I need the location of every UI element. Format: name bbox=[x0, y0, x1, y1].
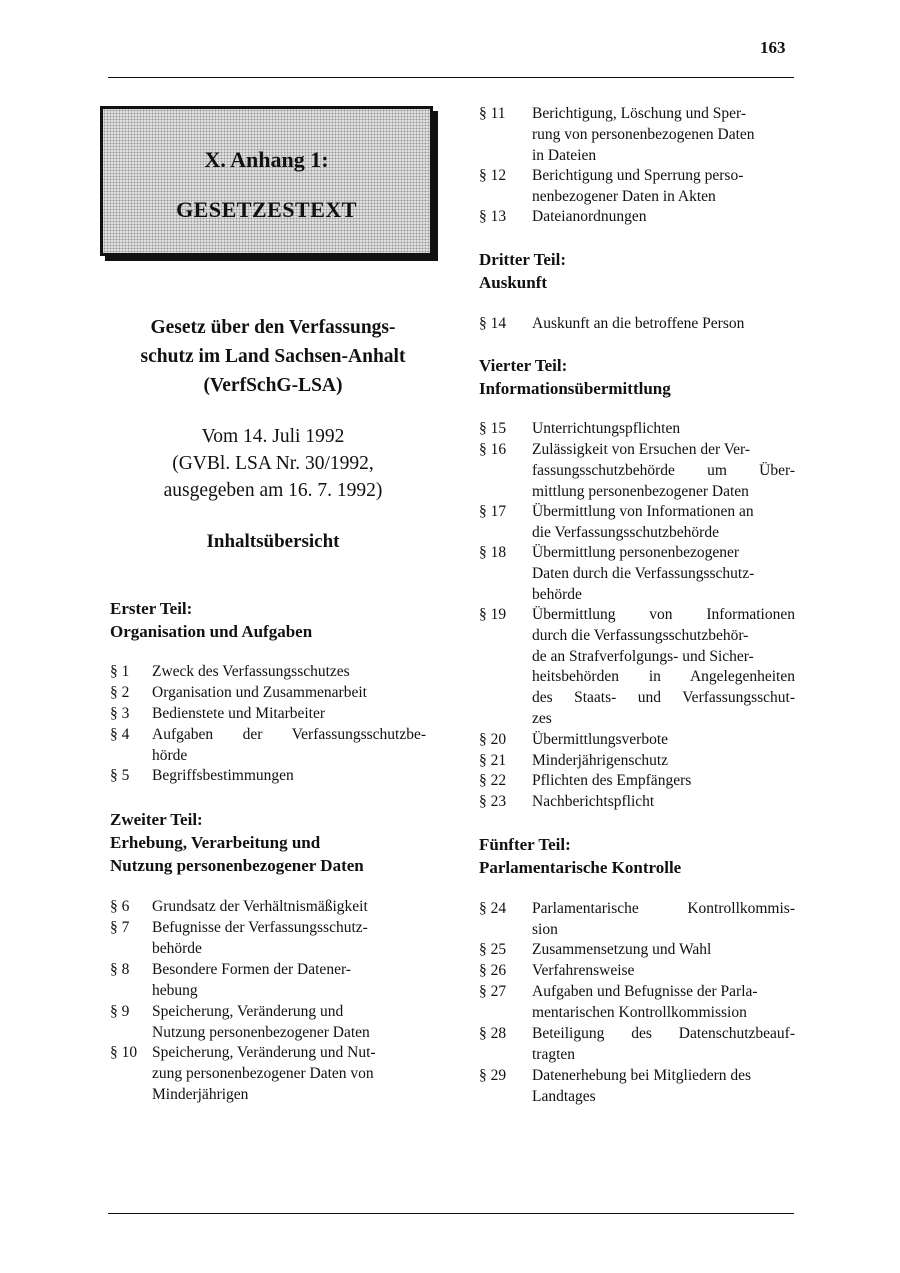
section-title: Aufgaben und Befugnisse der Parla- bbox=[532, 983, 758, 1000]
section-number: § 16 bbox=[479, 441, 507, 458]
section-title: Pflichten des Empfängers bbox=[532, 772, 692, 789]
section-number: § 1 bbox=[110, 663, 130, 680]
section-title: Beteiligung des Datenschutzbeauf- bbox=[532, 1025, 795, 1042]
section-title-continued: behörde bbox=[152, 939, 202, 957]
section-title-continued: sion bbox=[532, 920, 558, 938]
law-date bbox=[108, 423, 438, 504]
section-title-continued: rung von personenbezogenen Daten bbox=[532, 125, 755, 143]
section-title: Übermittlung personenbezogener bbox=[532, 544, 740, 561]
section-title: Übermittlung von Informationen an bbox=[532, 503, 754, 520]
section-title-continued: zes bbox=[532, 709, 552, 727]
section-number: § 29 bbox=[479, 1067, 507, 1084]
part-heading-2 bbox=[110, 808, 364, 877]
section-title: Übermittlungsverbote bbox=[532, 731, 669, 748]
section-title-continued: de an Strafverfolgungs- und Sicher- bbox=[532, 647, 754, 665]
section-title: Grundsatz der Verhältnismäßigkeit bbox=[152, 898, 368, 915]
top-rule bbox=[108, 77, 794, 78]
section-number: § 7 bbox=[110, 919, 130, 936]
section-title: Berichtigung und Sperrung perso- bbox=[532, 167, 744, 184]
law-title-line: Gesetz über den Verfassungs- bbox=[150, 317, 396, 338]
section-title-continued: die Verfassungsschutzbehörde bbox=[532, 523, 719, 541]
part-title: Parlamentarische Kontrolle bbox=[479, 858, 682, 877]
part-label: Fünfter Teil: bbox=[479, 835, 571, 854]
part-title: Auskunft bbox=[479, 273, 548, 292]
section-title: Besondere Formen der Datener- bbox=[152, 961, 351, 978]
law-title-line: (VerfSchG-LSA) bbox=[203, 375, 343, 396]
section-number: § 4 bbox=[110, 726, 130, 743]
section-number: § 24 bbox=[479, 900, 507, 917]
section-title: Organisation und Zusammenarbeit bbox=[152, 684, 367, 701]
section-title: Unterrichtungspflichten bbox=[532, 420, 681, 437]
section-title: Verfahrensweise bbox=[532, 962, 635, 979]
part-heading-3 bbox=[479, 248, 566, 294]
section-title-continued: des Staats- und Verfassungsschut- bbox=[532, 689, 795, 707]
part-title: Informationsübermittlung bbox=[479, 379, 671, 398]
chapter-subtitle: GESETZESTEXT bbox=[176, 197, 357, 222]
section-number: § 25 bbox=[479, 941, 507, 958]
section-title-continued: fassungsschutzbehörde um Über- bbox=[532, 461, 795, 479]
section-number: § 5 bbox=[110, 767, 130, 784]
part-label: Vierter Teil: bbox=[479, 356, 568, 375]
section-title: Zulässigkeit von Ersuchen der Ver- bbox=[532, 441, 751, 458]
section-number: § 13 bbox=[479, 208, 507, 225]
section-title-continued: mittlung personenbezogener Daten bbox=[532, 482, 749, 500]
section-title: Berichtigung, Löschung und Sper- bbox=[532, 105, 747, 122]
section-number: § 21 bbox=[479, 752, 507, 769]
section-title-continued: Daten durch die Verfassungsschutz- bbox=[532, 564, 755, 582]
section-number: § 15 bbox=[479, 420, 507, 437]
section-number: § 9 bbox=[110, 1003, 130, 1020]
section-number: § 18 bbox=[479, 544, 507, 561]
section-number: § 11 bbox=[479, 105, 506, 122]
section-title-continued: nenbezogener Daten in Akten bbox=[532, 187, 716, 205]
section-title: Übermittlung von Informationen bbox=[532, 606, 795, 623]
section-number: § 3 bbox=[110, 705, 130, 722]
section-title-continued: tragten bbox=[532, 1045, 576, 1063]
part-heading-4 bbox=[479, 354, 671, 400]
section-title-continued: mentarischen Kontrollkommission bbox=[532, 1003, 747, 1021]
section-number: § 2 bbox=[110, 684, 130, 701]
section-title: Zusammensetzung und Wahl bbox=[532, 941, 712, 958]
section-number: § 20 bbox=[479, 731, 507, 748]
part-title: Nutzung personenbezogener Daten bbox=[110, 856, 364, 875]
section-title-continued: zung personenbezogener Daten von bbox=[152, 1064, 374, 1082]
section-title: Zweck des Verfassungsschutzes bbox=[152, 663, 350, 680]
section-number: § 14 bbox=[479, 315, 507, 332]
section-title-continued: durch die Verfassungsschutzbehör- bbox=[532, 626, 749, 644]
section-title: Speicherung, Veränderung und bbox=[152, 1003, 344, 1020]
section-title: Minderjährigenschutz bbox=[532, 752, 669, 769]
section-title-continued: heitsbehörden in Angelegenheiten bbox=[532, 668, 795, 686]
section-number: § 26 bbox=[479, 962, 507, 979]
section-number: § 23 bbox=[479, 793, 507, 810]
section-number: § 28 bbox=[479, 1025, 507, 1042]
part-label: Erster Teil: bbox=[110, 599, 193, 618]
section-title-continued: in Dateien bbox=[532, 146, 597, 164]
page-number: 163 bbox=[760, 38, 786, 57]
section-title-continued: behörde bbox=[532, 585, 582, 603]
section-number: § 8 bbox=[110, 961, 130, 978]
section-number: § 17 bbox=[479, 503, 507, 520]
section-title-continued: Landtages bbox=[532, 1087, 596, 1105]
chapter-title-box bbox=[100, 106, 433, 256]
law-title bbox=[108, 313, 438, 400]
law-title-line: schutz im Land Sachsen-Anhalt bbox=[140, 346, 406, 367]
section-title: Parlamentarische Kontrollkommis- bbox=[532, 900, 795, 917]
part-title: Erhebung, Verarbeitung und bbox=[110, 833, 321, 852]
section-title-continued: Nutzung personenbezogener Daten bbox=[152, 1023, 370, 1041]
section-number: § 10 bbox=[110, 1044, 138, 1061]
chapter-title: X. Anhang 1: bbox=[204, 147, 329, 172]
section-title: Bedienstete und Mitarbeiter bbox=[152, 705, 326, 722]
bottom-rule bbox=[108, 1213, 794, 1214]
section-title-continued: hebung bbox=[152, 981, 198, 999]
part-label: Dritter Teil: bbox=[479, 250, 567, 269]
part-heading-1 bbox=[110, 597, 312, 643]
law-date-line: ausgegeben am 16. 7. 1992) bbox=[163, 480, 383, 501]
section-title: Aufgaben der Verfassungsschutzbe- bbox=[152, 726, 426, 743]
section-title: Speicherung, Veränderung und Nut- bbox=[152, 1044, 376, 1061]
law-date-line: (GVBl. LSA Nr. 30/1992, bbox=[172, 453, 374, 474]
section-number: § 22 bbox=[479, 772, 507, 789]
section-title-continued: hörde bbox=[152, 746, 188, 764]
section-number: § 12 bbox=[479, 167, 507, 184]
section-title: Begriffsbestimmungen bbox=[152, 767, 294, 784]
toc-heading: Inhaltsübersicht bbox=[206, 531, 340, 552]
section-title-continued: Minderjährigen bbox=[152, 1085, 249, 1103]
section-number: § 6 bbox=[110, 898, 130, 915]
section-number: § 27 bbox=[479, 983, 507, 1000]
part-title: Organisation und Aufgaben bbox=[110, 622, 313, 641]
law-date-line: Vom 14. Juli 1992 bbox=[201, 426, 345, 447]
section-title: Nachberichtspflicht bbox=[532, 793, 655, 810]
section-title: Befugnisse der Verfassungsschutz- bbox=[152, 919, 368, 936]
part-label: Zweiter Teil: bbox=[110, 810, 203, 829]
section-title: Auskunft an die betroffene Person bbox=[532, 315, 745, 332]
section-title: Datenerhebung bei Mitgliedern des bbox=[532, 1067, 752, 1084]
part-heading-5 bbox=[479, 833, 681, 879]
section-number: § 19 bbox=[479, 606, 507, 623]
section-title: Dateianordnungen bbox=[532, 208, 647, 225]
